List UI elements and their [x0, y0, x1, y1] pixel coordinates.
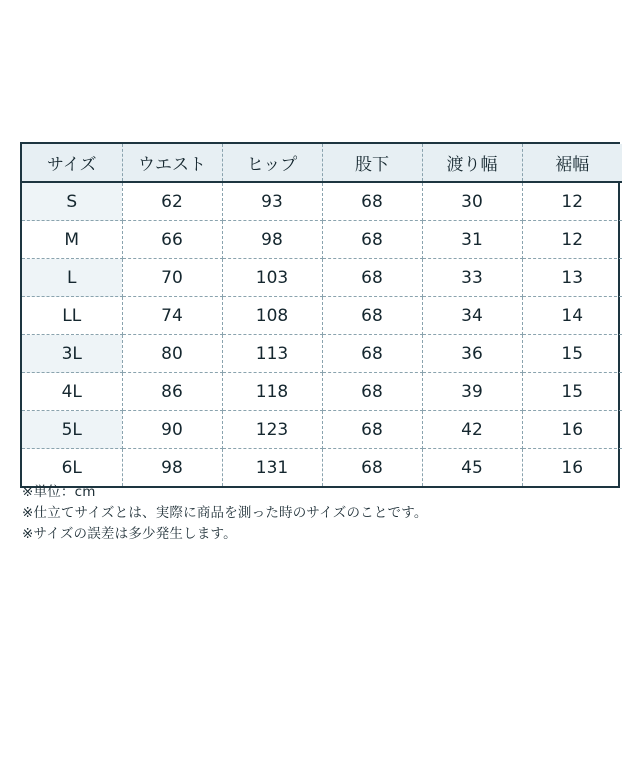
cell-hem-width: 14 [522, 297, 622, 335]
column-header-hip: ヒップ [222, 144, 322, 182]
note-unit: ※単位：cm [22, 484, 96, 500]
size-table [22, 144, 622, 486]
cell-waist: 74 [122, 297, 222, 335]
cell-hip: 98 [222, 221, 322, 259]
table-header-row [22, 144, 622, 182]
cell-size: LL [22, 297, 122, 335]
cell-hem-width: 12 [522, 182, 622, 221]
cell-thigh-width: 39 [422, 373, 522, 411]
table-row [22, 297, 622, 335]
cell-waist: 66 [122, 221, 222, 259]
cell-hem-width: 16 [522, 411, 622, 449]
cell-hem-width: 15 [522, 335, 622, 373]
cell-inseam: 68 [322, 449, 422, 487]
cell-size: M [22, 221, 122, 259]
cell-thigh-width: 34 [422, 297, 522, 335]
cell-waist: 80 [122, 335, 222, 373]
cell-size: 6L [22, 449, 122, 487]
column-header-inseam: 股下 [322, 144, 422, 182]
column-header-waist: ウエスト [122, 144, 222, 182]
cell-inseam: 68 [322, 411, 422, 449]
cell-hem-width: 12 [522, 221, 622, 259]
size-table-container [20, 142, 620, 488]
cell-inseam: 68 [322, 335, 422, 373]
cell-size: L [22, 259, 122, 297]
cell-size: 4L [22, 373, 122, 411]
cell-thigh-width: 45 [422, 449, 522, 487]
table-body [22, 182, 622, 486]
cell-hip: 108 [222, 297, 322, 335]
cell-size: 5L [22, 411, 122, 449]
cell-hem-width: 16 [561, 457, 584, 478]
cell-waist: 70 [122, 259, 222, 297]
cell-size: S [22, 182, 122, 221]
table-row [22, 449, 622, 487]
table-header [22, 144, 622, 182]
cell-hip: 103 [222, 259, 322, 297]
cell-inseam: 68 [322, 297, 422, 335]
cell-hem-width: 15 [522, 373, 622, 411]
table-row [22, 373, 622, 411]
column-header-thigh-width: 渡り幅 [422, 144, 522, 182]
column-header-size: サイズ [22, 144, 122, 182]
table-row [22, 335, 622, 373]
cell-hem-width: 13 [522, 259, 622, 297]
cell-inseam: 68 [322, 373, 422, 411]
size-table-border [20, 142, 620, 488]
table-row [22, 259, 622, 297]
cell-thigh-width: 30 [422, 182, 522, 221]
table-row [22, 182, 622, 221]
cell-size: 3L [22, 335, 122, 373]
table-row [22, 221, 622, 259]
column-header-hem-width: 裾幅 [522, 144, 622, 182]
cell-hip: 131 [222, 449, 322, 487]
cell-hip: 113 [222, 335, 322, 373]
note-tolerance: ※サイズの誤差は多少発生します。 [22, 526, 237, 542]
cell-inseam: 68 [322, 182, 422, 221]
cell-inseam: 68 [322, 259, 422, 297]
table-row [22, 411, 622, 449]
cell-hip: 93 [222, 182, 322, 221]
cell-thigh-width: 31 [422, 221, 522, 259]
cell-waist: 98 [122, 449, 222, 487]
cell-waist: 86 [122, 373, 222, 411]
cell-inseam: 68 [322, 221, 422, 259]
notes-block [22, 482, 428, 545]
cell-waist: 90 [122, 411, 222, 449]
cell-thigh-width: 42 [422, 411, 522, 449]
cell-waist: 62 [122, 182, 222, 221]
cell-hip: 123 [222, 411, 322, 449]
cell-thigh-width: 36 [422, 335, 522, 373]
cell-hip: 118 [222, 373, 322, 411]
cell-thigh-width: 33 [422, 259, 522, 297]
note-measurement-definition: ※仕立てサイズとは、実際に商品を測った時のサイズのことです。 [22, 505, 428, 521]
